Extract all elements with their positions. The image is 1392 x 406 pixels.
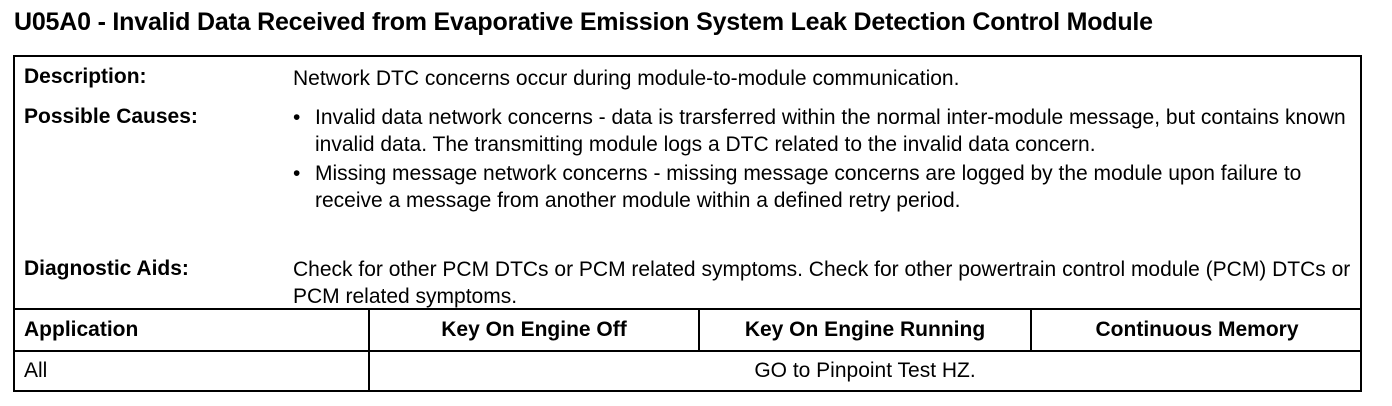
- description-label: Description:: [24, 65, 147, 88]
- bullet-icon: •: [293, 162, 301, 185]
- column-divider: [698, 310, 700, 350]
- header-key-on-engine-off: Key On Engine Off: [441, 318, 627, 341]
- possible-causes-list: [293, 104, 1353, 214]
- header-continuous-memory: Continuous Memory: [1095, 318, 1299, 341]
- page-title: U05A0 - Invalid Data Received from Evaporative Emission System Leak Detection Control Module: [14, 8, 1153, 36]
- cause-text: Missing message network concerns - missing message concerns are logged by the module upon failure to receive a message from another module within a defined retry period.: [315, 162, 1302, 212]
- column-divider: [1030, 310, 1032, 350]
- description-text: Network DTC concerns occur during module-to-module communication.: [293, 67, 960, 90]
- header-key-on-engine-running: Key On Engine Running: [744, 318, 986, 341]
- cause-item: [293, 104, 1353, 158]
- cause-item: [293, 160, 1353, 214]
- possible-causes-label: Possible Causes:: [24, 105, 198, 128]
- diagnostic-aids-text: Check for other PCM DTCs or PCM related symptoms. Check for other powertrain control module (PCM) DTCs or PCM related symptoms.: [293, 258, 1351, 308]
- table-header-row: [15, 310, 1360, 352]
- cause-text: Invalid data network concerns - data is trarsferred within the normal inter-module message, but contains known invalid data. The transmitting module logs a DTC related to the invalid data concern.: [315, 106, 1346, 156]
- diagnostic-aids-label: Diagnostic Aids:: [24, 257, 189, 280]
- table-row-application: All: [24, 359, 48, 382]
- application-table: [15, 308, 1360, 390]
- bullet-icon: •: [293, 106, 301, 129]
- table-row-action: GO to Pinpoint Test HZ.: [754, 359, 976, 382]
- dtc-info-box: [13, 55, 1362, 392]
- header-application: Application: [24, 318, 139, 341]
